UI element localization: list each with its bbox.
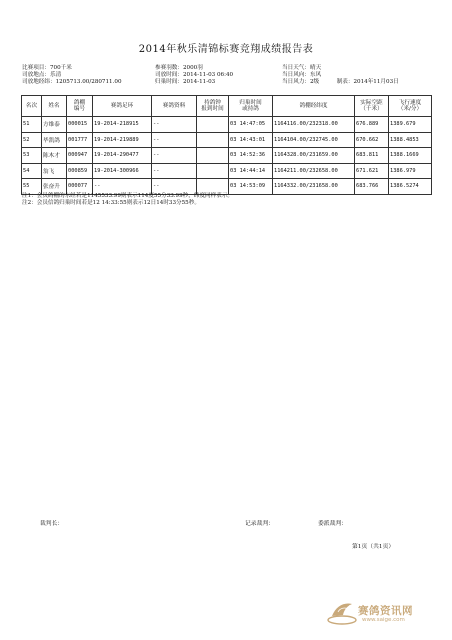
cell-loft-coords: 1164332.00/231658.00 [273, 179, 355, 195]
meta-race-item: 比赛项目：700千米 [22, 65, 72, 71]
cell-rank: 54 [22, 163, 42, 179]
cell-bird-info: -- [152, 179, 197, 195]
cell-speed: 1386.5274 [389, 179, 432, 195]
pigeon-logo-icon [326, 598, 358, 626]
table-row [22, 163, 432, 179]
cell-loft-id: 000077 [67, 179, 93, 195]
cell-loft-coords: 1164211.00/232658.00 [273, 163, 355, 179]
note-2: 注2：会员信鸽归巢时间若是12 14:33:55则表示12日14时33分55秒。 [22, 200, 200, 206]
cell-ring-number: 19-2014-290477 [93, 148, 152, 164]
cell-name: 张奋升 [42, 179, 67, 195]
watermark-url: www.saige.com [362, 617, 405, 623]
table-row [22, 179, 432, 195]
meta-column-right [282, 65, 399, 87]
header-bird-info: 赛鸽资料 [152, 96, 197, 117]
cell-loft-coords: 1164104.00/232745.00 [273, 132, 355, 148]
cell-distance: 671.621 [355, 163, 389, 179]
header-name: 姓名 [42, 96, 67, 117]
cell-name: 翁飞 [42, 163, 67, 179]
cell-arrival-time: 03 14:47:05 [229, 117, 273, 133]
cell-bird-info: -- [152, 132, 197, 148]
table-row [22, 132, 432, 148]
cell-distance: 683.766 [355, 179, 389, 195]
recorder-label: 记录裁判： [245, 521, 274, 527]
cell-loft-id: 001777 [67, 132, 93, 148]
meta-weather: 当日天气：晴天 [282, 65, 322, 71]
meta-column-left [22, 65, 122, 87]
cell-bird-info: -- [152, 163, 197, 179]
cell-loft-id: 000015 [67, 117, 93, 133]
table-row [22, 148, 432, 164]
cell-rank: 52 [22, 132, 42, 148]
header-loft-coords: 鸽棚经纬度 [273, 96, 355, 117]
table-row [22, 117, 432, 133]
cell-speed: 1386.979 [389, 163, 432, 179]
cell-rank: 51 [22, 117, 42, 133]
cell-distance: 683.811 [355, 148, 389, 164]
cell-arrival-time: 03 14:44:14 [229, 163, 273, 179]
cell-ring-number: -- [93, 179, 152, 195]
cell-rank: 55 [22, 179, 42, 195]
cell-ring-number: 19-2014-219889 [93, 132, 152, 148]
cell-loft-coords: 1164116.00/232318.00 [273, 117, 355, 133]
header-distance: 实际空距 （千米） [355, 96, 389, 117]
header-arrival-time: 归巢时间 或持鸽 [229, 96, 273, 117]
cell-ring-number: 19-2014-218915 [93, 117, 152, 133]
cell-rank: 53 [22, 148, 42, 164]
delegate-label: 委派裁判： [318, 521, 347, 527]
cell-arrival-time: 03 14:52:36 [229, 148, 273, 164]
cell-distance: 676.889 [355, 117, 389, 133]
meta-release-coords: 司放地经纬：1205713.00/280711.00 [22, 79, 122, 86]
cell-name: 毕凯鸽 [42, 132, 67, 148]
cell-clock-time [197, 117, 229, 133]
cell-name: 方维泰 [42, 117, 67, 133]
report-title: 2014年秋乐清锦标赛竞翔成绩报告表 [138, 44, 314, 55]
results-table [21, 95, 432, 195]
cell-name: 陈木才 [42, 148, 67, 164]
cell-clock-time [197, 163, 229, 179]
cell-loft-id: 000947 [67, 148, 93, 164]
notes [22, 193, 233, 207]
cell-loft-id: 000859 [67, 163, 93, 179]
page-number: 第1页（共1页） [352, 544, 395, 550]
meta-return-time: 归巢时间：2014-11-03 [155, 79, 216, 86]
cell-speed: 1388.1669 [389, 148, 432, 164]
header-rank: 名次 [22, 96, 42, 117]
watermark [326, 598, 436, 628]
cell-bird-info: -- [152, 148, 197, 164]
cell-arrival-time: 03 14:43:01 [229, 132, 273, 148]
cell-arrival-time: 03 14:53:09 [229, 179, 273, 195]
cell-bird-info: -- [152, 117, 197, 133]
header-loft-id: 鸽棚 编号 [67, 96, 93, 117]
cell-loft-coords: 1164328.00/231659.00 [273, 148, 355, 164]
table-body [22, 117, 432, 195]
table-header-row [22, 96, 432, 117]
cell-speed: 1388.4853 [389, 132, 432, 148]
meta-wind-direction: 当日风向：东风 [282, 72, 322, 79]
meta-entries: 参赛羽数：2000羽 [155, 65, 203, 71]
meta-wind-force [282, 79, 399, 86]
meta-made-date: 制表：2014年11月03日 [336, 79, 399, 86]
referee-label: 裁判长： [40, 521, 64, 527]
cell-clock-time [197, 179, 229, 195]
cell-distance: 670.662 [355, 132, 389, 148]
note-1: 注1：会员鸽棚的东经若是1145533.99则表示114度55分33.99秒，纬度同样表示。 [22, 193, 234, 199]
cell-speed: 1389.679 [389, 117, 432, 133]
cell-ring-number: 19-2014-300966 [93, 163, 152, 179]
meta-wind-force-text: 当日风力：2级 [282, 79, 320, 86]
meta-release-time: 司放时间：2014-11-03 06:40 [155, 72, 234, 79]
cell-clock-time [197, 132, 229, 148]
header-clock-time: 持鸽钟 报到时间 [197, 96, 229, 117]
cell-clock-time [197, 148, 229, 164]
watermark-brand: 赛鸽资讯网 [358, 605, 413, 617]
meta-release-place: 司放地点：乐清 [22, 72, 62, 79]
header-speed: 飞行速度 （米/分） [389, 96, 432, 117]
meta-column-middle [155, 65, 233, 87]
header-ring-number: 赛鸽足环 [93, 96, 152, 117]
